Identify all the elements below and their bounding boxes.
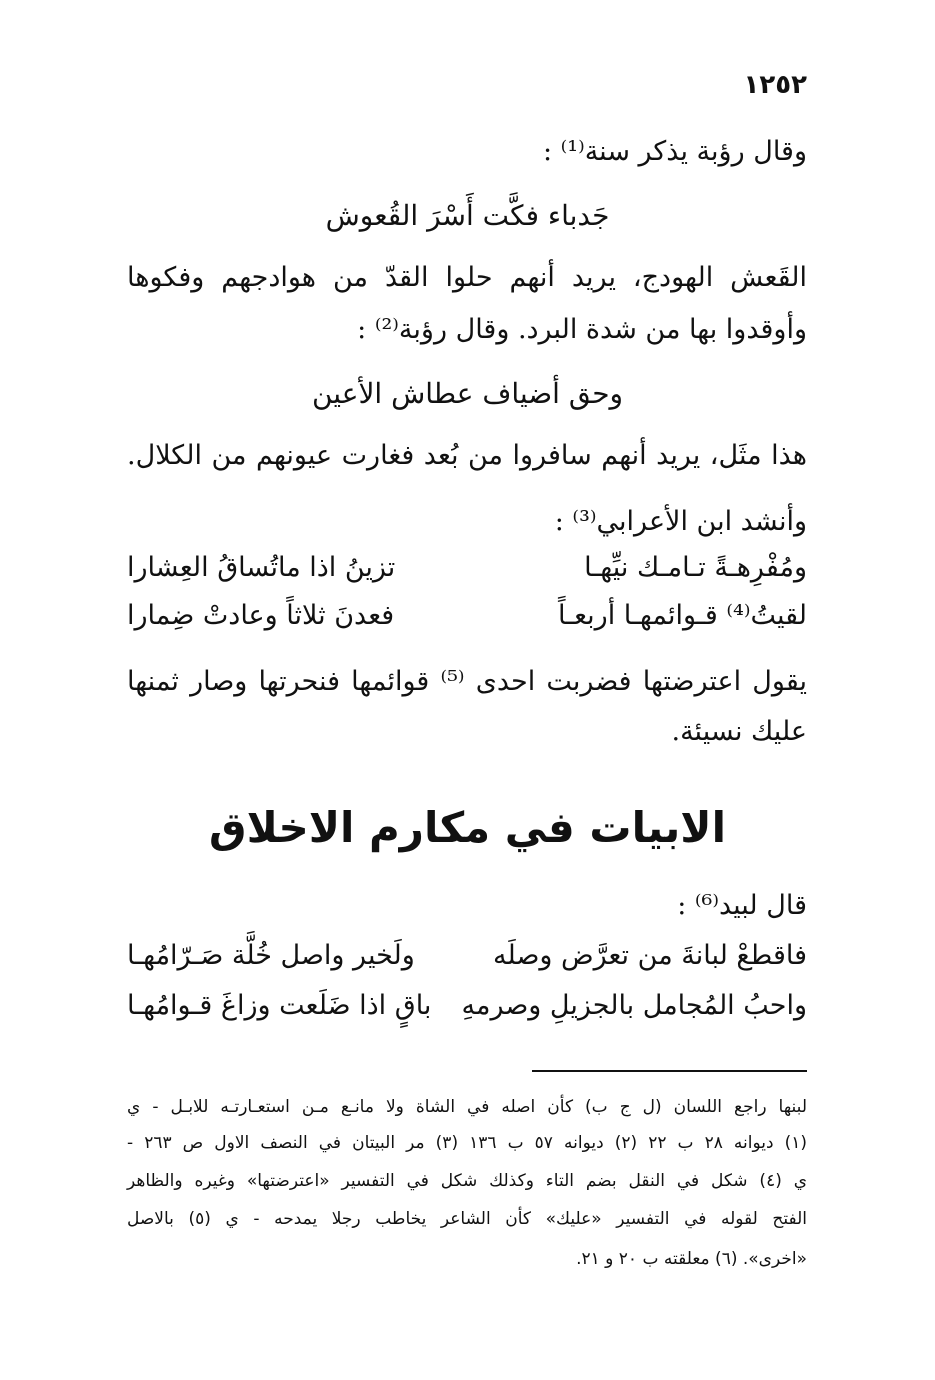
paragraph-line: يقول اعترضتها فضربت احدى ⁽⁵⁾ قوائمها فنحرتها وصار ثمنها [127, 666, 807, 697]
paragraph-line: وأوقدوا بها من شدة البرد. وقال رؤبة⁽²⁾ : [357, 314, 807, 345]
verse-line: جَدباء فكَّت أَسْرَ القُعوش [325, 199, 610, 232]
intro-line-ruba: وقال رؤبة يذكر سنة⁽¹⁾ : [542, 136, 807, 167]
footnote-line: (١) ديوانه ٢٨ ب ٢٢ (٢) ديوانه ٥٧ ب ١٣٦ (٣) مر البيتان في النصف الاول ص ٢٦٣ - [127, 1133, 808, 1153]
paragraph-line: القَعش الهودج، يريد أنهم حلوا القدّ من هوادجهم وفكوها [127, 262, 807, 293]
footnote-divider [532, 1070, 807, 1072]
footnote-line: الفتح لقوله في التفسير «عليك» كأن الشاعر يخاطب رجلا يمدحه - ي (٥) بالاصل [127, 1209, 808, 1229]
second-hemistich: تزينُ اذا ماتُساقُ العِشارا [127, 552, 396, 583]
second-hemistich: فعدنَ ثلاثاً وعادتْ ضِمارا [127, 600, 395, 631]
footnote-line: ي (٤) شكل في النقل بضم التاء وكذلك شكل في التفسير «اعترضتها» وغيره والظاهر [127, 1171, 808, 1191]
first-hemistich: ومُفْرِهـةً تـامـك نيِّهـا [584, 552, 807, 583]
footnote-line: لبنها راجع اللسان (ل ج ب) كأن اصله في الشاة ولا مانـع مـن استعـارتـه للابـل - ي [127, 1097, 807, 1117]
intro-line-ibn-arabi: وأنشد ابن الأعرابي⁽³⁾ : [554, 506, 807, 537]
first-hemistich: لقيتُ⁽⁴⁾ قـوائمهـا أربعـاً [557, 600, 807, 631]
footnote-line: «اخرى». (٦) معلقته ب ٢٠ و ٢١. [576, 1249, 807, 1269]
paragraph-line: هذا مثَل، يريد أنهم سافروا من بُعد فغارت عيونهم من الكلال. [127, 440, 807, 471]
second-hemistich: باقٍ اذا ضَلَعت وزاغَ قـوامُهـا [127, 990, 432, 1021]
intro-line-labid: قال لبيد⁽⁶⁾ : [677, 890, 807, 921]
verse-line: وحق أضياف عطاش الأعين [311, 377, 624, 410]
paragraph-line: عليك نسيئة. [671, 716, 807, 747]
first-hemistich: واحبُ المُجامل بالجزيلِ وصرمهِ [461, 990, 807, 1021]
first-hemistich: فاقطعْ لبانةَ من تعرَّض وصلَه [493, 940, 807, 971]
second-hemistich: ولَخير واصل خُلَّة صَـرّامُهـا [127, 940, 415, 971]
page-number: ١٢٥٢ [743, 70, 807, 100]
section-heading: الابيات في مكارم الاخلاق [209, 803, 726, 852]
